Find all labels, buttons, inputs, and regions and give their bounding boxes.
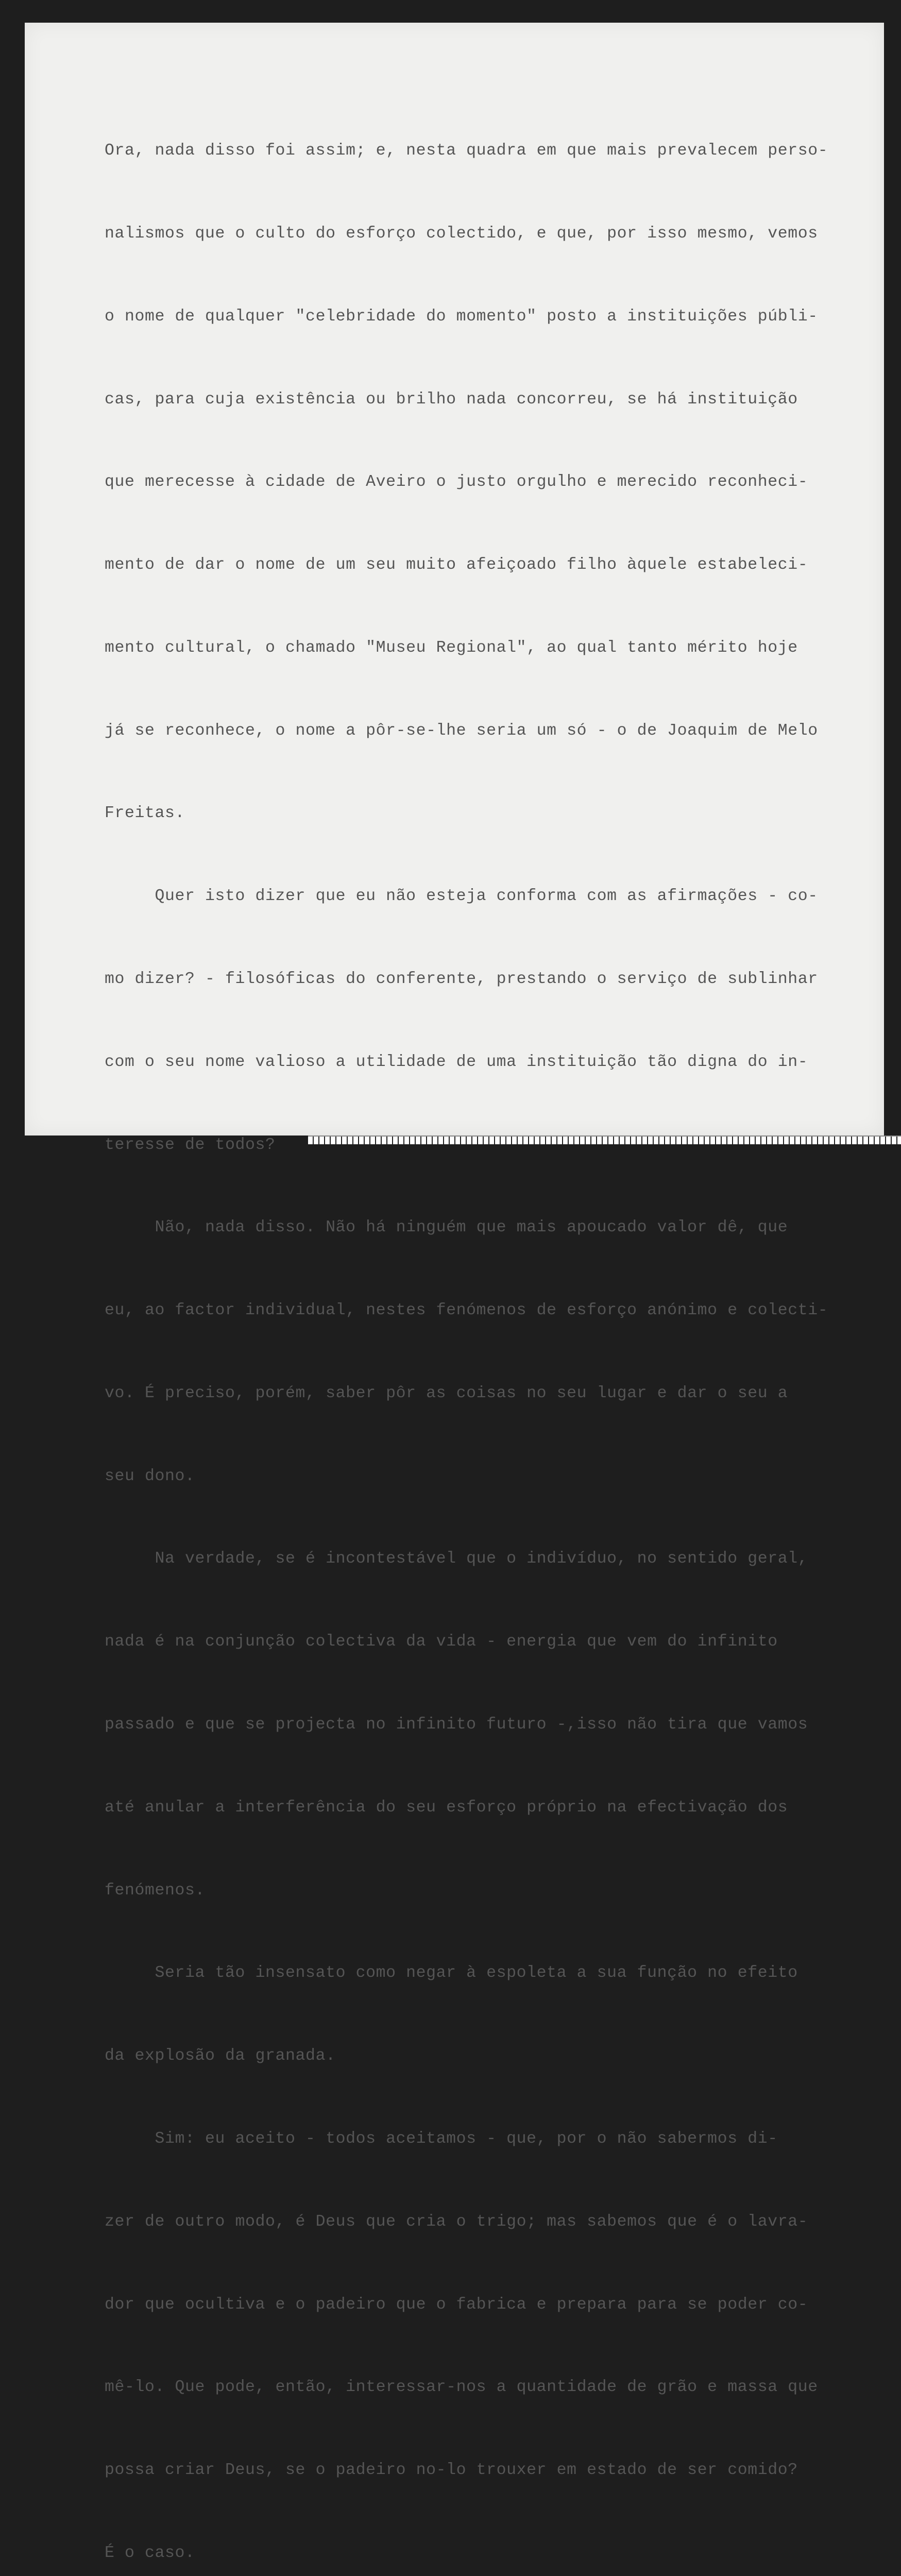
text-line: com o seu nome valioso a utilidade de uma instituição tão digna do in- — [105, 1053, 808, 1071]
text-line: Freitas. — [105, 804, 185, 823]
text-line: eu, ao factor individual, nestes fenómenos de esforço anónimo e colecti- — [105, 1301, 828, 1320]
typewritten-text — [105, 82, 857, 2576]
text-line: Seria tão insensato como negar à espoleta a sua função no efeito — [105, 1964, 798, 1982]
text-line: até anular a interferência do seu esforço próprio na efectivação dos — [105, 1798, 788, 1817]
text-line: nalismos que o culto do esforço colectido, e que, por isso mesmo, vemos — [105, 224, 818, 243]
text-line: que merecesse à cidade de Aveiro o justo orgulho e merecido reconheci- — [105, 473, 808, 492]
scan-ruler — [308, 1136, 901, 1144]
text-line: mê-lo. Que pode, então, interessar-nos a quantidade de grão e massa que — [105, 2378, 818, 2397]
text-line: dor que ocultiva e o padeiro que o fabrica e prepara para se poder co- — [105, 2295, 808, 2314]
text-line: mento cultural, o chamado "Museu Regional", ao qual tanto mérito hoje — [105, 638, 798, 657]
text-line: seu dono. — [105, 1467, 195, 1485]
text-line: da explosão da granada. — [105, 2047, 336, 2065]
text-line: passado e que se projecta no infinito futuro -,isso não tira que vamos — [105, 1716, 808, 1734]
text-line: mo dizer? - filosóficas do conferente, prestando o serviço de sublinhar — [105, 970, 818, 988]
text-line: vo. É preciso, porém, saber pôr as coisas no seu lugar e dar o seu a — [105, 1384, 788, 1402]
text-line: zer de outro modo, é Deus que cria o trigo; mas sabemos que é o lavra- — [105, 2212, 808, 2231]
text-line: Sim: eu aceito - todos aceitamos - que, por o não sabermos di- — [105, 2129, 778, 2148]
text-line: mento de dar o nome de um seu muito afeiçoado filho àquele estabeleci- — [105, 556, 808, 574]
text-line: teresse de todos? — [105, 1136, 276, 1154]
text-line: possa criar Deus, se o padeiro no-lo trouxer em estado de ser comido? — [105, 2461, 798, 2480]
text-line: o nome de qualquer "celebridade do momento" posto a instituições públi- — [105, 307, 818, 326]
text-line: Quer isto dizer que eu não esteja conforma com as afirmações - co- — [105, 887, 818, 906]
text-line: Na verdade, se é incontestável que o indivíduo, no sentido geral, — [105, 1550, 808, 1568]
document-page — [25, 23, 884, 2562]
text-line: Ora, nada disso foi assim; e, nesta quadra em que mais prevalecem perso- — [105, 142, 828, 160]
text-line: cas, para cuja existência ou brilho nada concorreu, se há instituição — [105, 390, 798, 409]
text-line: Não, nada disso. Não há ninguém que mais apoucado valor dê, que — [105, 1218, 788, 1237]
text-line: nada é na conjunção colectiva da vida - energia que vem do infinito — [105, 1633, 778, 1651]
text-line: fenómenos. — [105, 1881, 206, 1900]
text-line: já se reconhece, o nome a pôr-se-lhe seria um só - o de Joaquim de Melo — [105, 721, 818, 740]
text-line: É o caso. — [105, 2544, 195, 2562]
